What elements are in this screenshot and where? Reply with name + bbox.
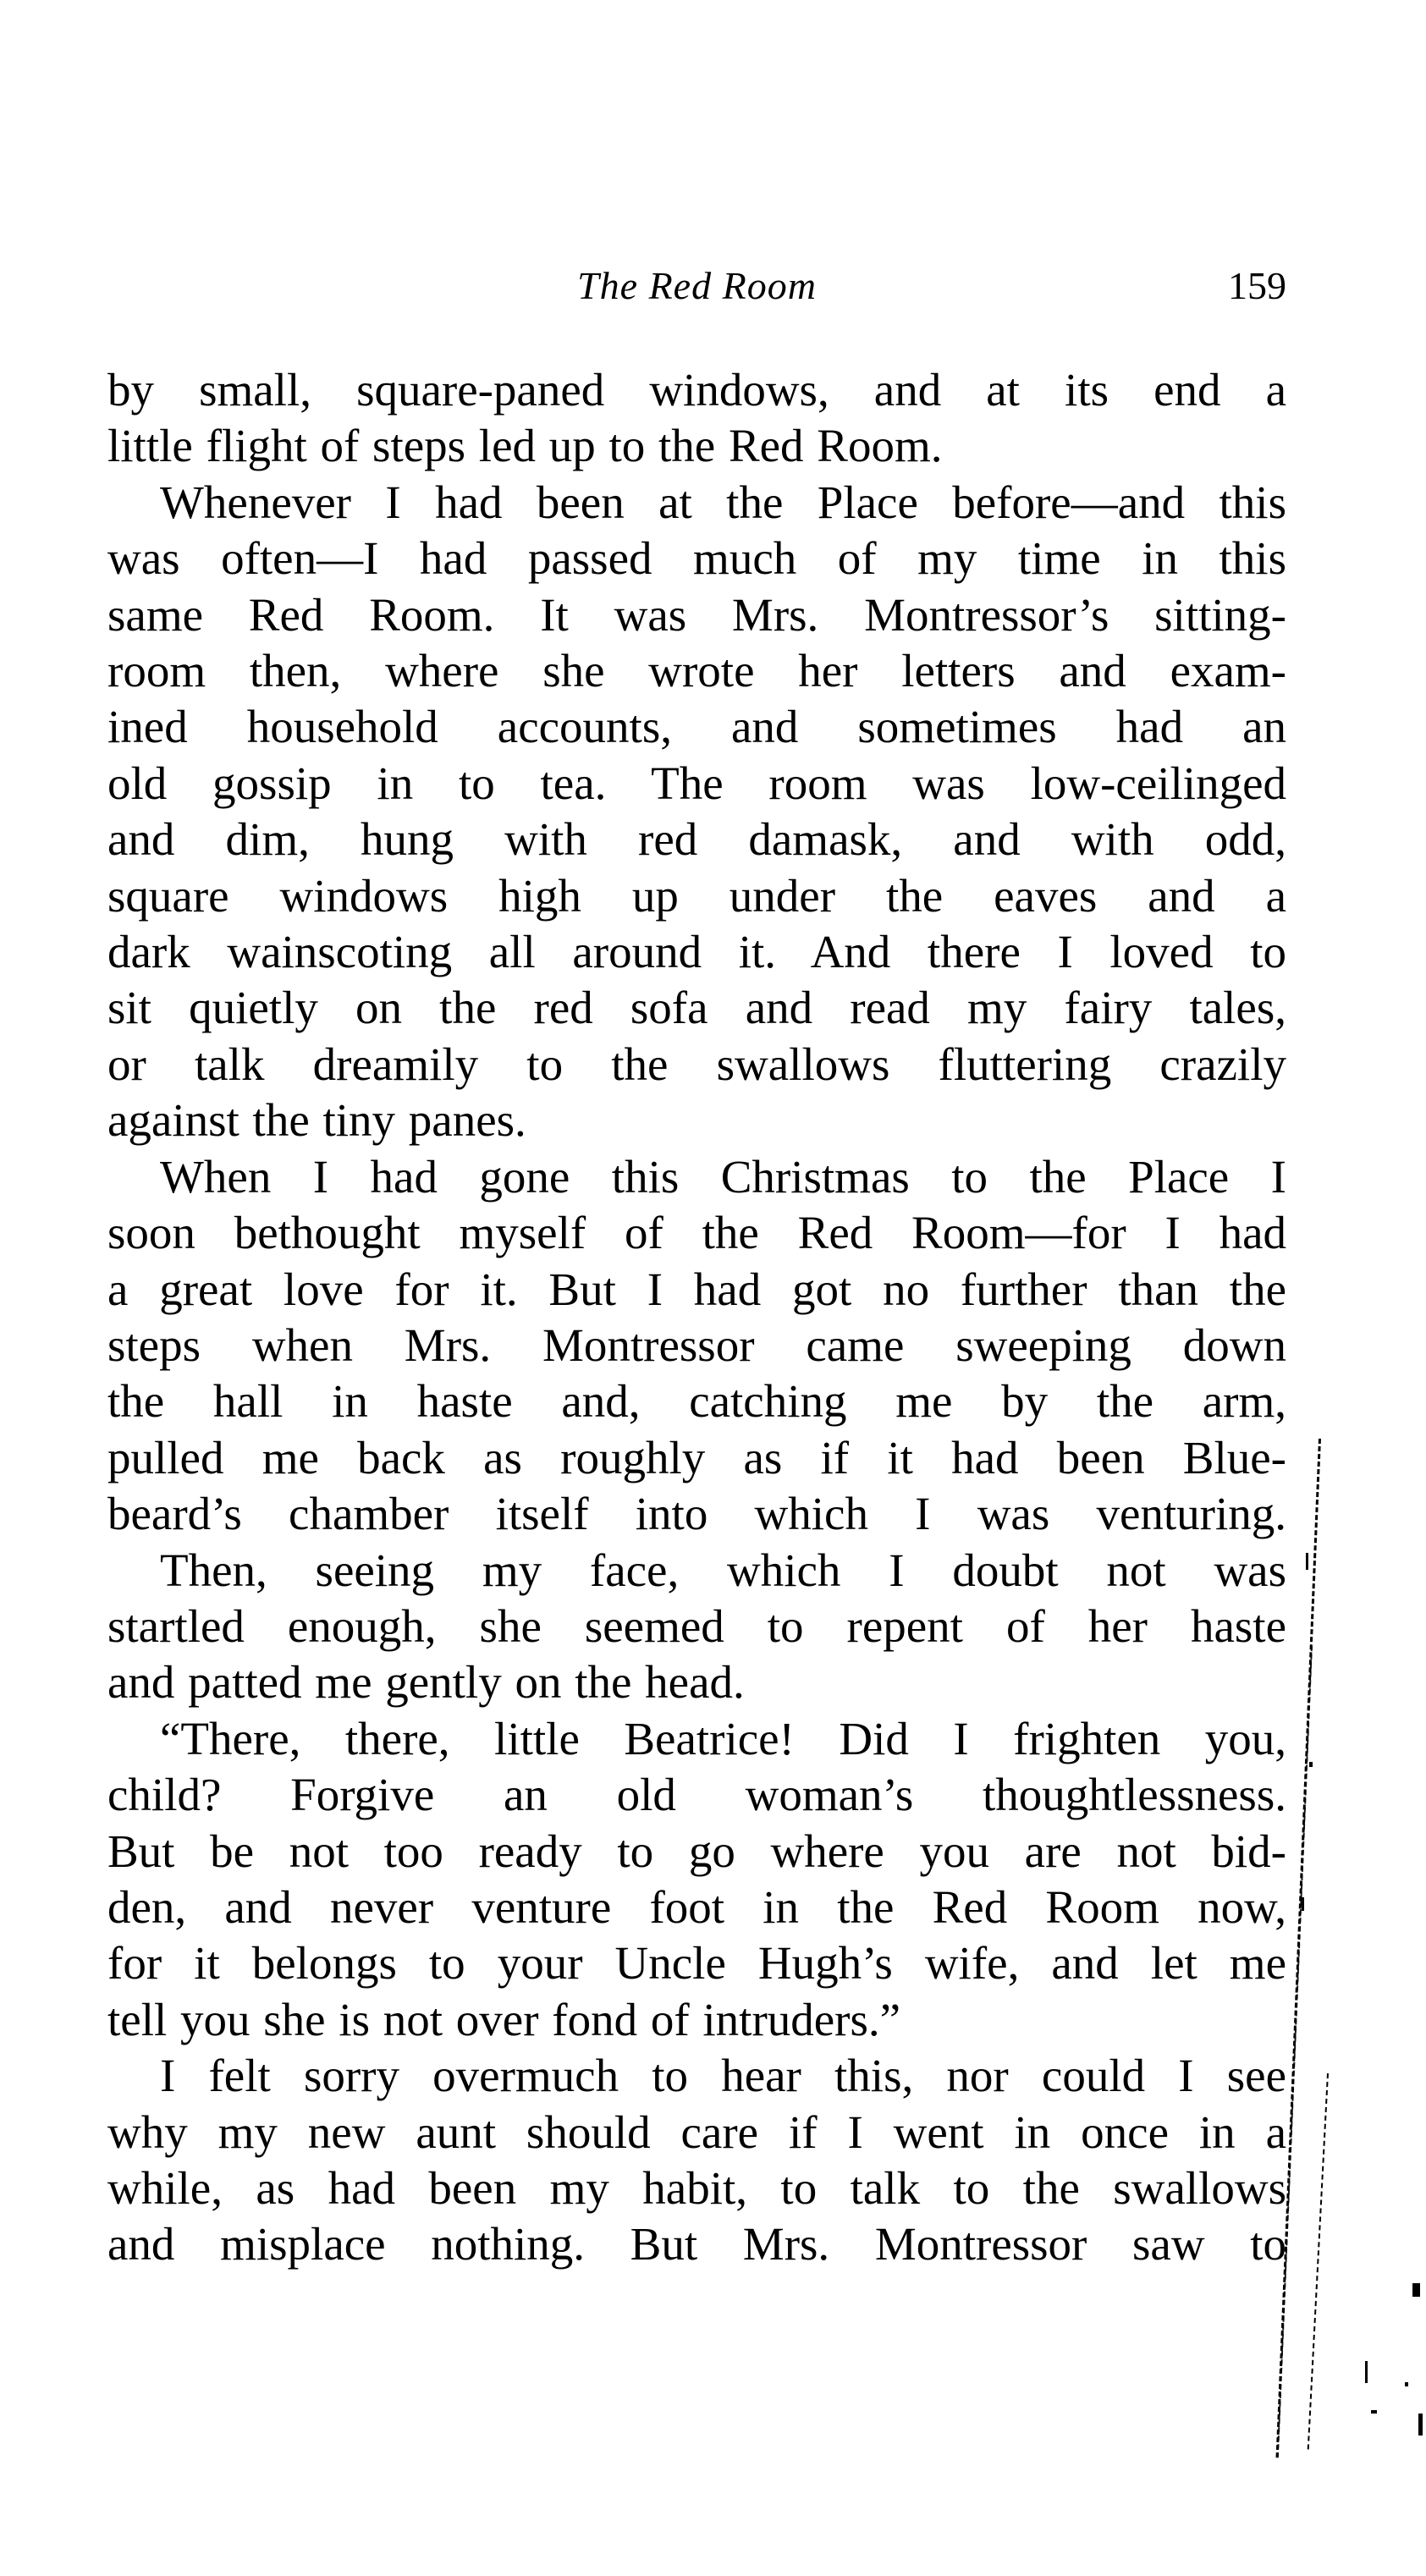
scan-speck bbox=[1302, 1897, 1304, 1911]
paragraph bbox=[107, 1149, 1286, 1543]
text-line: by small, square-paned windows, and at its end a bbox=[107, 364, 1286, 416]
text-line: the hall in haste and, catching me by the arm, bbox=[107, 1375, 1286, 1428]
text-line: But be not too ready to go where you are not bid- bbox=[107, 1825, 1286, 1877]
text-line: “There, there, little Beatrice! Did I frighten you, bbox=[160, 1712, 1286, 1764]
scan-speck bbox=[1371, 2410, 1377, 2414]
text-line: I felt sorry overmuch to hear this, nor could I see bbox=[160, 2050, 1286, 2102]
page-header bbox=[107, 264, 1286, 311]
text-line: child? Forgive an old woman’s thoughtlessness. bbox=[107, 1769, 1286, 1821]
paragraph bbox=[107, 1543, 1286, 1711]
text-line: and patted me gently on the head. bbox=[107, 1656, 745, 1709]
text-line: and misplace nothing. But Mrs. Montressor saw to bbox=[107, 2218, 1286, 2271]
text-line: room then, where she wrote her letters and exam- bbox=[107, 645, 1286, 697]
text-line: pulled me back as roughly as if it had been Blue- bbox=[107, 1431, 1286, 1483]
scan-speck bbox=[1365, 2361, 1368, 2383]
paragraph bbox=[107, 362, 1286, 475]
text-line: for it belongs to your Uncle Hugh’s wife, and let me bbox=[107, 1937, 1286, 1990]
text-line: sit quietly on the red sofa and read my fairy tales, bbox=[107, 982, 1286, 1034]
text-line: same Red Room. It was Mrs. Montressor’s sitting- bbox=[107, 588, 1286, 641]
text-line: Then, seeing my face, which I doubt not was bbox=[160, 1544, 1286, 1596]
text-line: startled enough, she seemed to repent of her haste bbox=[107, 1599, 1286, 1652]
text-line: den, and never venture foot in the Red Room now, bbox=[107, 1880, 1286, 1933]
paragraph bbox=[107, 475, 1286, 1149]
page-number: 159 bbox=[1228, 264, 1286, 307]
text-line: tell you she is not over fond of intruders.” bbox=[107, 1993, 901, 2045]
text-line: while, as had been my habit, to talk to the swallows bbox=[107, 2162, 1286, 2214]
text-line: a great love for it. But I had got no further than the bbox=[107, 1263, 1286, 1315]
scan-speck bbox=[1309, 1762, 1313, 1767]
running-title: The Red Room bbox=[577, 264, 817, 307]
text-line: little flight of steps led up to the Red Room. bbox=[107, 420, 943, 472]
text-line: steps when Mrs. Montressor came sweeping down bbox=[107, 1318, 1286, 1371]
text-line: old gossip in to tea. The room was low-ceilinged bbox=[107, 757, 1286, 809]
text-line: and dim, hung with red damask, and with odd, bbox=[107, 813, 1286, 866]
text-line: against the tiny panes. bbox=[107, 1094, 526, 1147]
paragraph bbox=[107, 2048, 1286, 2273]
scan-scratch-line bbox=[1308, 2073, 1329, 2449]
text-line: dark wainscoting all around it. And there I loved to bbox=[107, 926, 1286, 978]
text-line: Whenever I had been at the Place before—and this bbox=[160, 476, 1286, 528]
paragraph bbox=[107, 1711, 1286, 2048]
text-line: or talk dreamily to the swallows fluttering crazily bbox=[107, 1038, 1286, 1090]
text-line: was often—I had passed much of my time in this bbox=[107, 532, 1286, 585]
scan-speck bbox=[1306, 1553, 1308, 1570]
text-line: why my new aunt should care if I went in once in a bbox=[107, 2105, 1286, 2158]
scan-speck bbox=[1405, 2382, 1408, 2386]
text-line: square windows high up under the eaves and a bbox=[107, 869, 1286, 922]
scan-speck bbox=[1412, 2283, 1420, 2297]
text-line: When I had gone this Christmas to the Place I bbox=[160, 1150, 1286, 1203]
body-text bbox=[107, 362, 1286, 2273]
text-line: soon bethought myself of the Red Room—for I had bbox=[107, 1207, 1286, 1259]
text-line: beard’s chamber itself into which I was venturing. bbox=[107, 1488, 1286, 1540]
scan-speck bbox=[1418, 2414, 1423, 2436]
text-line: ined household accounts, and sometimes had an bbox=[107, 701, 1286, 753]
